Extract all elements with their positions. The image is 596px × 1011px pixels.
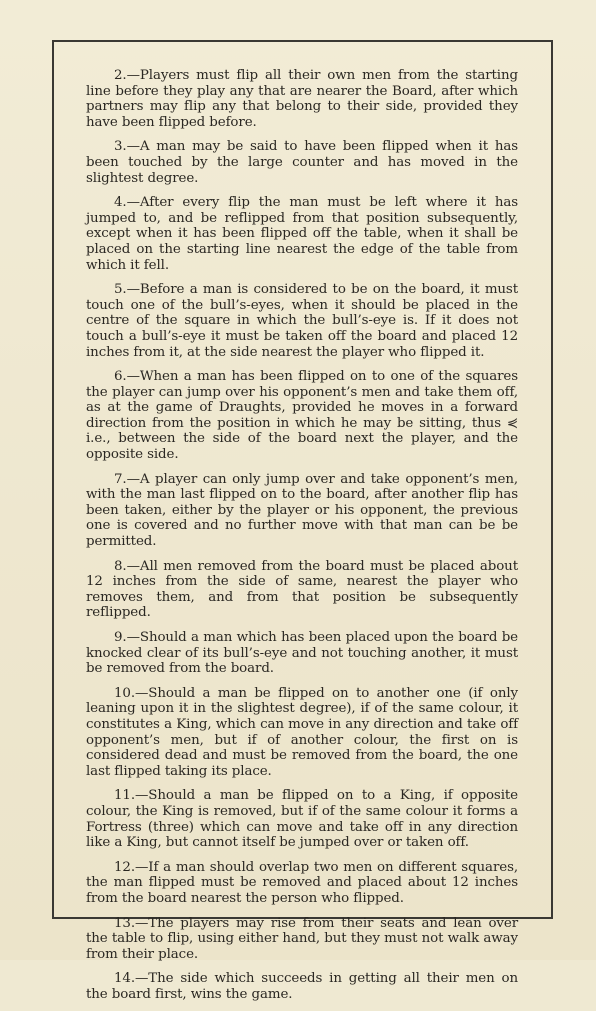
- rule-text: Should a man be flipped on to a King, if opposite colour, the King is removed, but if of the same colour it forms a Fortress (three) which can move and take off in any direction like a King, but cannot itself be jumped over or taken off.: [86, 788, 518, 851]
- rule-text: Should a man be flipped on to another one (if only leaning upon it in the slightest degree), if of the same colour, it constitutes a King, which can move in any direction and take off opponent’s men, but if of another colour, the first on is considered dead and must be removed from the board, the one last flipped taking its place.: [86, 685, 518, 779]
- rule-text: Should a man which has been placed upon the board be knocked clear of its bull’s-eye and not touching another, it must be removed from the board.: [86, 630, 518, 677]
- rule-14: 14.—The side which succeeds in getting all their men on the board first, wins the game.: [86, 971, 518, 1002]
- rule-8: 8.—All men removed from the board must be placed about 12 inches from the side of same, nearest the player who removes them, and from that position be subsequently reflipped.: [86, 558, 518, 621]
- rule-number: 4.: [114, 195, 127, 211]
- rule-text: A man may be said to have been flipped when it has been touched by the large counter and has moved in the slightest degree.: [86, 139, 518, 186]
- rule-number: 14.: [114, 971, 135, 987]
- rule-9: 9.—Should a man which has been placed upon the board be knocked clear of its bull’s-eye and not touching another, it must be removed from the board.: [86, 630, 518, 677]
- rule-number: 10.: [114, 685, 135, 701]
- rule-text: A player can only jump over and take opponent’s men, with the man last flipped on to the board, after another flip has been taken, either by the player or his opponent, the previous one is covered and no further move with that man can be be permitted.: [86, 471, 518, 550]
- rule-number: 9.: [114, 630, 127, 645]
- rule-text: If a man should overlap two men on different squares, the man flipped must be removed and placed about 12 inches from the board nearest the person who flipped.: [86, 859, 518, 906]
- rules-list: [86, 68, 518, 1011]
- rule-10: 10.—Should a man be flipped on to another one (if only leaning upon it in the slightest degree), if of the same colour, it constitutes a King, which can move in any direction and take off opponent’s men, but if of another colour, the first on is considered dead and must be removed from the board, the one last flipped taking its place.: [86, 685, 518, 779]
- rule-number: 3.: [114, 139, 127, 155]
- rule-3: 3.—A man may be said to have been flipped when it has been touched by the large counter and has moved in the slightest degree.: [86, 139, 518, 186]
- rule-4: 4.—After every flip the man must be left where it has jumped to, and be reflipped from that position subsequently, except when it has been flipped off the table, when it shall be placed on the starting line nearest the edge of the table from which it fell.: [86, 195, 518, 273]
- rule-number: 6.: [114, 369, 127, 385]
- rule-11: 11.—Should a man be flipped on to a King, if opposite colour, the King is removed, but if of the same colour it forms a Fortress (three) which can move and take off in any direction like a King, but cannot itself be jumped over or taken off.: [86, 788, 518, 851]
- rule-12: 12.—If a man should overlap two men on different squares, the man flipped must be removed and placed about 12 inches from the board nearest the person who flipped.: [86, 859, 518, 906]
- rule-number: 8.: [114, 558, 127, 574]
- rule-text: The side which succeeds in getting all their men on the board first, wins the game.: [86, 971, 518, 1002]
- rule-6: 6.—When a man has been flipped on to one of the squares the player can jump over his opponent’s men and take them off, as at the game of Draughts, provided he moves in a forward direction from the position in which he may be sitting, thus ⋞ i.e., between the side of the board next the player, and the opposite side.: [86, 369, 518, 463]
- rule-number: 5.: [114, 282, 127, 298]
- rule-13: 13.—The players may rise from their seats and lean over the table to flip, using either hand, but they must not walk away from their place.: [86, 915, 518, 962]
- rule-text: When a man has been flipped on to one of the squares the player can jump over his opponent’s men and take them off, as at the game of Draughts, provided he moves in a forward direction from the position in which he may be sitting, thus ⋞ i.e., between the side of the board next the player, and the opposite side.: [86, 369, 518, 463]
- rule-text: Players must flip all their own men from the starting line before they play any that are nearer the Board, after which partners may flip any that belong to their side, provided they have been flipped before.: [86, 68, 518, 130]
- rule-2: 2.—Players must flip all their own men from the starting line before they play any that are nearer the Board, after which partners may flip any that belong to their side, provided they have been flipped before.: [86, 68, 518, 130]
- rule-number: 2.: [114, 68, 127, 83]
- rule-5: 5.—Before a man is considered to be on the board, it must touch one of the bull’s-eyes, when it should be placed in the centre of the square in which the bull’s-eye is. If it does not touch a bull’s-eye it must be taken off the board and placed 12 inches from it, at the side nearest the player who flipped it.: [86, 282, 518, 360]
- rule-number: 12.: [114, 859, 135, 875]
- rule-text: After every flip the man must be left where it has jumped to, and be reflipped from that position subsequently, except when it has been flipped off the table, when it shall be placed on the starting line nearest the edge of the table from which it fell.: [86, 195, 518, 273]
- rule-text: Before a man is considered to be on the board, it must touch one of the bull’s-eyes, when it should be placed in the centre of the square in which the bull’s-eye is. If it does not touch a bull’s-eye it must be taken off the board and placed 12 inches from it, at the side nearest the player who flipped it.: [86, 282, 518, 360]
- rule-number: 11.: [114, 788, 135, 804]
- rule-text: The players may rise from their seats and lean over the table to flip, using either hand, but they must not walk away from their place.: [86, 915, 518, 962]
- rule-number: 13.: [114, 915, 135, 931]
- rule-text: All men removed from the board must be placed about 12 inches from the side of same, nearest the player who removes them, and from that position be subsequently reflipped.: [86, 558, 518, 621]
- rule-number: 7.: [114, 471, 127, 487]
- rule-7: 7.—A player can only jump over and take opponent’s men, with the man last flipped on to the board, after another flip has been taken, either by the player or his opponent, the previous one is covered and no further move with that man can be be permitted.: [86, 471, 518, 550]
